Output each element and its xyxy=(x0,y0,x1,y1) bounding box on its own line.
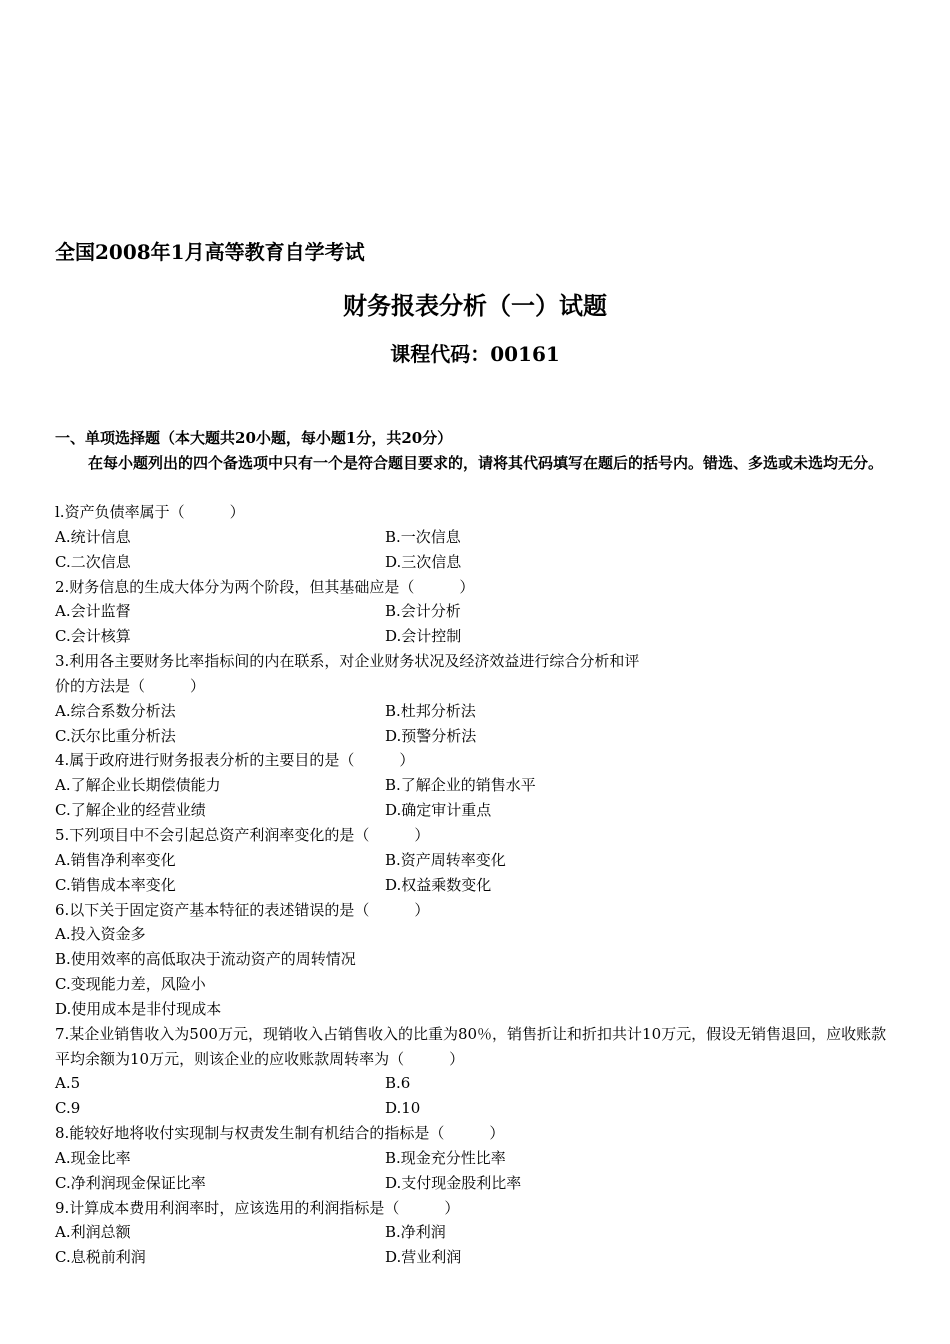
option-b: B.现金充分性比率 xyxy=(385,1148,506,1167)
option-row xyxy=(55,624,900,649)
option-b: B.一次信息 xyxy=(385,527,461,546)
option-c: C.二次信息 xyxy=(55,552,131,571)
question-stem: 3.利用各主要财务比率指标间的内在联系，对企业财务状况及经济效益进行综合分析和评 xyxy=(55,652,640,671)
option-row xyxy=(55,1220,900,1245)
option-d: D.权益乘数变化 xyxy=(385,875,492,894)
option-d: D.支付现金股利比率 xyxy=(385,1173,522,1192)
option-a: A.5 xyxy=(55,1074,81,1093)
question-stem: 6.以下关于固定资产基本特征的表述错误的是（ ） xyxy=(55,900,430,919)
option-row xyxy=(55,1071,900,1096)
option-d: D.10 xyxy=(385,1099,421,1118)
option-row xyxy=(55,798,900,823)
option-row xyxy=(55,1171,900,1196)
question-stem: 2.财务信息的生成大体分为两个阶段，但其基础应是（ ） xyxy=(55,577,475,596)
option-b: B.资产周转率变化 xyxy=(385,850,506,869)
option-row xyxy=(55,550,900,575)
option-b: B.6 xyxy=(385,1074,411,1093)
question-stem: 8.能较好地将收付实现制与权责发生制有机结合的指标是（ ） xyxy=(55,1124,505,1143)
option-a: A.了解企业长期偿债能力 xyxy=(55,776,221,795)
option-row xyxy=(55,699,900,724)
section-heading: 一、单项选择题（本大题共20小题，每小题1分，共20分） xyxy=(55,429,453,447)
option-row xyxy=(55,1096,900,1121)
option-row xyxy=(55,848,900,873)
option-a: A.会计监督 xyxy=(55,602,131,621)
option-d: D.使用成本是非付现成本 xyxy=(55,999,222,1018)
question-stem-continuation: 价的方法是（ ） xyxy=(55,676,206,695)
question-stem: 5.下列项目中不会引起总资产利润率变化的是（ ） xyxy=(55,825,430,844)
option-c: C.会计核算 xyxy=(55,627,131,646)
question-stem: l.资产负债率属于（ ） xyxy=(55,503,245,521)
option-c: C.变现能力差，风险小 xyxy=(55,975,206,994)
option-c: C.9 xyxy=(55,1099,81,1118)
option-b: B.使用效率的高低取决于流动资产的周转情况 xyxy=(55,950,356,969)
option-b: B.杜邦分析法 xyxy=(385,701,476,720)
option-row xyxy=(55,525,900,550)
option-d: D.营业利润 xyxy=(385,1248,462,1267)
option-a: A.利润总额 xyxy=(55,1223,131,1242)
option-d: D.预警分析法 xyxy=(385,726,477,745)
option-a: A.销售净利率变化 xyxy=(55,850,176,869)
option-a: A.投入资金多 xyxy=(55,925,146,944)
option-d: D.三次信息 xyxy=(385,552,462,571)
option-row xyxy=(55,599,900,624)
question-stem: 9.计算成本费用利润率时，应该选用的利润指标是（ ） xyxy=(55,1198,460,1217)
option-b: B.了解企业的销售水平 xyxy=(385,776,536,795)
option-row xyxy=(55,873,900,898)
option-c: C.净利润现金保证比率 xyxy=(55,1173,206,1192)
section-instruction: 在每小题列出的四个备选项中只有一个是符合题目要求的，请将其代码填写在题后的括号内。错选、多选或未选均无分。 xyxy=(88,454,884,472)
option-a: A.统计信息 xyxy=(55,527,131,546)
course-code: 课程代码：00161 xyxy=(390,342,560,366)
option-row xyxy=(55,1245,900,1270)
option-c: C.息税前利润 xyxy=(55,1248,146,1267)
option-c: C.了解企业的经营业绩 xyxy=(55,801,206,820)
option-d: D.确定审计重点 xyxy=(385,801,492,820)
option-b: B.会计分析 xyxy=(385,602,461,621)
option-d: D.会计控制 xyxy=(385,627,462,646)
question-stem: 4.属于政府进行财务报表分析的主要目的是（ ） xyxy=(55,751,415,770)
option-c: C.沃尔比重分析法 xyxy=(55,726,176,745)
option-b: B.净利润 xyxy=(385,1223,446,1242)
option-a: A.现金比率 xyxy=(55,1148,131,1167)
option-row xyxy=(55,1146,900,1171)
option-row xyxy=(55,724,900,749)
exam-title: 全国2008年1月高等教育自学考试 xyxy=(55,240,365,264)
option-row xyxy=(55,773,900,798)
question-stem: 7.某企业销售收入为500万元，现销收入占销售收入的比重为80％，销售折让和折扣共计10万元，假设无销售退回，应收账款平均余额为10万元，则该企业的应收账款周转率为（ ） xyxy=(55,1024,887,1068)
paper-title: 财务报表分析（一）试题 xyxy=(343,291,607,320)
option-a: A.综合系数分析法 xyxy=(55,701,176,720)
question-list xyxy=(55,500,900,1270)
option-c: C.销售成本率变化 xyxy=(55,875,176,894)
